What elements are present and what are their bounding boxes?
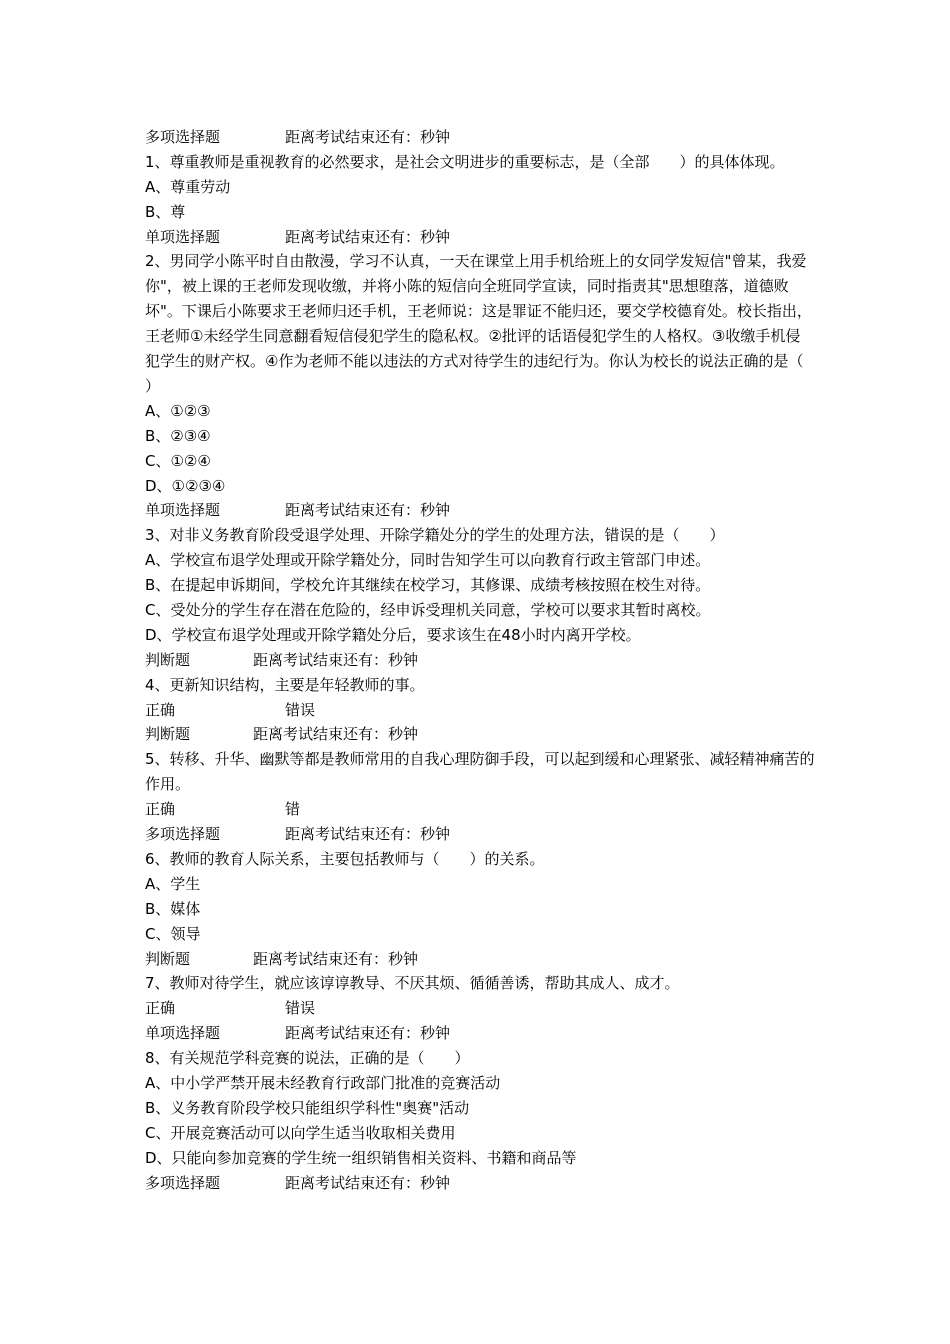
question-stem: 1、尊重教师是重视教育的必然要求，是社会文明进步的重要标志，是（全部 ）的具体体现。: [145, 152, 785, 171]
question-list: [145, 125, 834, 1195]
question-header: [145, 1171, 815, 1196]
question-type: 多项选择题: [145, 1173, 221, 1192]
option-a[interactable]: A、学校宣布退学处理或开除学籍处分，同时告知学生可以向教育行政主管部门申述。: [145, 551, 711, 570]
question-stem: 3、对非义务教育阶段受退学处理、开除学籍处分的学生的处理方法，错误的是（ ）: [145, 526, 725, 545]
question-stem: 2、男同学小陈平时自由散漫，学习不认真，一天在课堂上用手机给班上的女同学发短信"曾某，我爱你"，被上课的王老师发现收缴，并将小陈的短信向全班同学宣读，同时指责其"思想堕落，道德败坏"。下课后小陈要求王老师归还手机，王老师说：这是罪证不能归还，要交学校德育处。校长指出，王老师①未经学生同意翻看短信侵犯学生的隐私权。②批评的话语侵犯学生的人格权。③收缴手机侵犯学生的财产权。④作为老师不能以违法的方式对待学生的违纪行为。你认为校长的说法正确的是（ ）: [145, 252, 834, 395]
option-true[interactable]: 正确: [145, 700, 176, 719]
option-a[interactable]: A、学生: [145, 874, 201, 893]
countdown-text: 距离考试结束还有：秒钟: [253, 949, 419, 968]
question-stem: 8、有关规范学科竞赛的说法，正确的是（ ）: [145, 1049, 470, 1068]
question-header: [145, 225, 815, 250]
question-type: 单项选择题: [145, 1024, 221, 1043]
option-b[interactable]: B、尊: [145, 202, 186, 221]
countdown-text: 距离考试结束还有：秒钟: [253, 725, 419, 744]
option-false[interactable]: 错: [285, 800, 301, 819]
option-true[interactable]: 正确: [145, 800, 176, 819]
question-header: [145, 1021, 815, 1046]
countdown-text: 距离考试结束还有：秒钟: [285, 1173, 451, 1192]
countdown-text: 距离考试结束还有：秒钟: [285, 501, 451, 520]
countdown-text: 距离考试结束还有：秒钟: [285, 128, 451, 146]
true-false-options: [145, 996, 815, 1021]
option-b[interactable]: B、在提起申诉期间，学校允许其继续在校学习，其修课、成绩考核按照在校生对待。: [145, 576, 711, 595]
question-type: 多项选择题: [145, 825, 221, 844]
option-b[interactable]: B、义务教育阶段学校只能组织学科性"奥赛"活动: [145, 1098, 470, 1117]
option-false[interactable]: 错误: [285, 700, 316, 719]
question-header: [145, 125, 815, 150]
option-false[interactable]: 错误: [285, 999, 316, 1018]
option-c[interactable]: C、领导: [145, 924, 201, 943]
question-stem: 5、转移、升华、幽默等都是教师常用的自我心理防御手段，可以起到缓和心理紧张、减轻精神痛苦的作用。: [145, 750, 815, 794]
option-c[interactable]: C、①②④: [145, 451, 211, 470]
countdown-text: 距离考试结束还有：秒钟: [285, 227, 451, 246]
question-header: [145, 498, 815, 523]
question-header: [145, 947, 815, 972]
option-c[interactable]: C、开展竞赛活动可以向学生适当收取相关费用: [145, 1123, 456, 1142]
countdown-text: 距离考试结束还有：秒钟: [253, 650, 419, 669]
question-stem: 6、教师的教育人际关系，主要包括教师与（ ）的关系。: [145, 849, 545, 868]
option-a[interactable]: A、中小学严禁开展未经教育行政部门批准的竞赛活动: [145, 1073, 501, 1092]
question-type: 判断题: [145, 650, 191, 669]
option-a[interactable]: A、①②③: [145, 401, 211, 420]
countdown-text: 距离考试结束还有：秒钟: [285, 825, 451, 844]
question-type: 单项选择题: [145, 501, 221, 520]
countdown-text: 距离考试结束还有：秒钟: [285, 1024, 451, 1043]
question-type: 判断题: [145, 949, 191, 968]
question-type: 判断题: [145, 725, 191, 744]
option-d[interactable]: D、只能向参加竞赛的学生统一组织销售相关资料、书籍和商品等: [145, 1148, 577, 1167]
option-true[interactable]: 正确: [145, 999, 176, 1018]
option-d[interactable]: D、①②③④: [145, 476, 226, 495]
option-d[interactable]: D、学校宣布退学处理或开除学籍处分后，要求该生在48小时内离开学校。: [145, 625, 641, 644]
option-c[interactable]: C、受处分的学生存在潜在危险的，经申诉受理机关同意，学校可以要求其暂时离校。: [145, 601, 711, 620]
question-header: [145, 822, 815, 847]
question-stem: 4、更新知识结构，主要是年轻教师的事。: [145, 675, 425, 694]
option-a[interactable]: A、尊重劳动: [145, 177, 231, 196]
question-stem: 7、教师对待学生，就应该谆谆教导、不厌其烦、循循善诱，帮助其成人、成才。: [145, 974, 680, 993]
question-header: [145, 722, 815, 747]
question-type: 多项选择题: [145, 128, 221, 146]
true-false-options: [145, 698, 815, 723]
option-b[interactable]: B、媒体: [145, 899, 201, 918]
option-b[interactable]: B、②③④: [145, 426, 211, 445]
question-type: 单项选择题: [145, 227, 221, 246]
question-header: [145, 648, 815, 673]
true-false-options: [145, 797, 815, 822]
